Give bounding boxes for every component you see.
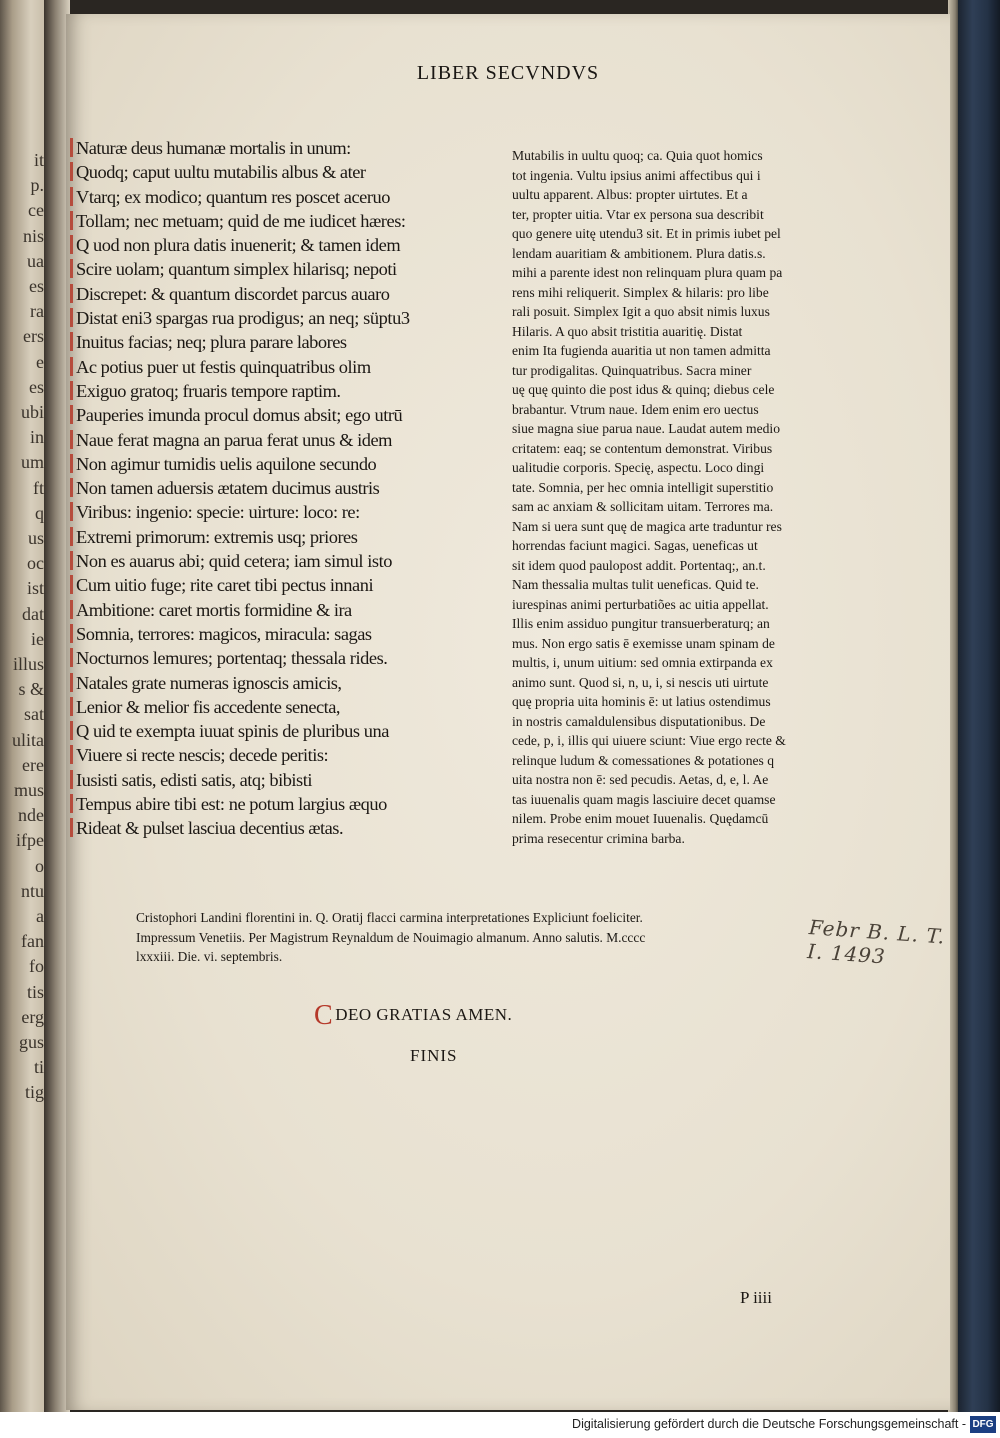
rubrication-stroke bbox=[70, 527, 73, 546]
left-page-fragment: gus bbox=[18, 1032, 44, 1052]
verse-text: Iusisti satis, edisti satis, atq; bibisti bbox=[76, 769, 312, 790]
left-page-fragment: q bbox=[35, 502, 44, 523]
rubrication-stroke bbox=[70, 138, 73, 157]
rubrication-stroke bbox=[70, 259, 73, 278]
rubrication-stroke bbox=[70, 575, 73, 594]
verse-line bbox=[74, 306, 524, 330]
commentary-line: ualitudie corporis. Specię, aspectu. Loco dingi bbox=[512, 460, 765, 475]
commentary-line: horrendas faciunt magici. Sagas, ueneficas ut bbox=[512, 538, 758, 553]
verse-text: Scire uolam; quantum simplex hilarisq; nepoti bbox=[76, 259, 397, 280]
verse-text: Non tamen aduersis ætatem ducimus austris bbox=[76, 478, 380, 499]
rubrication-stroke bbox=[70, 454, 73, 473]
colophon-line: Impressum Venetiis. Per Magistrum Reynaldum de Nouimagio almanum. Anno salutis. M.cccc bbox=[136, 929, 646, 945]
verse-line bbox=[74, 160, 524, 184]
verse-text: Natales grate numeras ignoscis amicis, bbox=[76, 672, 342, 693]
commentary-line: multis, i, unum uitium: sed omnia extirpanda ex bbox=[512, 655, 773, 670]
commentary-line: animo sunt. Quod si, n, u, i, si nescis uti uirtute bbox=[512, 674, 769, 690]
commentary-line: quo genere uitę utendu3 sit. Et in primis iubet pel bbox=[512, 226, 781, 241]
commentary-line: quę propria uita hominis ē: ut latius ostendimus bbox=[512, 694, 771, 709]
verse-line bbox=[74, 622, 524, 646]
left-page-fragment: es bbox=[29, 376, 44, 397]
verse-line bbox=[74, 282, 524, 306]
verse-text: Inuitus facias; neq; plura parare labores bbox=[76, 332, 347, 353]
left-page-fragment: us bbox=[27, 528, 44, 548]
deo-gratias-line bbox=[314, 1000, 512, 1032]
verse-line bbox=[74, 598, 524, 622]
verse-text: Q uid te exempta iuuat spinis de pluribus una bbox=[76, 721, 390, 742]
verse-line bbox=[74, 330, 524, 354]
rubrication-stroke bbox=[70, 745, 73, 764]
verse-line bbox=[74, 573, 524, 597]
left-page-fragment: ce bbox=[28, 200, 44, 221]
commentary-line: Illis enim assiduo pungitur transuerberaturq; an bbox=[512, 616, 770, 631]
commentary-line: lendam auaritiam & ambitionem. Plura datis.s. bbox=[512, 245, 766, 261]
verse-line bbox=[74, 379, 524, 403]
commentary-line: prima resecentur crimina barba. bbox=[512, 830, 685, 846]
colophon bbox=[136, 908, 786, 967]
verse-text: Extremi primorum: extremis usq; priores bbox=[76, 526, 358, 547]
commentary-column bbox=[512, 146, 847, 848]
left-page-fragment: e bbox=[36, 351, 44, 372]
verse-line bbox=[74, 743, 524, 767]
left-page-edge bbox=[0, 0, 44, 1412]
left-page-fragment: ua bbox=[27, 250, 44, 271]
left-page-fragment: nde bbox=[18, 805, 44, 826]
left-page-fragment: ntu bbox=[20, 880, 44, 901]
verse-line bbox=[74, 500, 524, 524]
verse-text: Ac potius puer ut festis quinquatribus olim bbox=[76, 356, 371, 377]
commentary-line: critatem: eaq; se contentum demonstrat. Viribus bbox=[512, 440, 773, 456]
left-page-fragment: ist bbox=[26, 578, 44, 599]
verse-text: Somnia, terrores: magicos, miracula: sagas bbox=[76, 623, 372, 644]
rubrication-stroke bbox=[70, 770, 73, 789]
verse-text: Distat eni3 spargas rua prodigus; an neq; süptu3 bbox=[76, 308, 410, 329]
verse-line bbox=[74, 792, 524, 816]
commentary-line: Nam si uera sunt quę de magica arte traduntur res bbox=[512, 518, 782, 534]
rubrication-stroke bbox=[70, 502, 73, 521]
verse-line bbox=[74, 549, 524, 573]
commentary-line: tas iuuenalis quam magis lasciuire decet quamse bbox=[512, 791, 776, 807]
commentary-line: relinque ludum & comessationes & potationes q bbox=[512, 752, 775, 768]
left-page-fragment: illus bbox=[12, 654, 44, 674]
verse-text: Pauperies imunda procul domus absit; ego utrū bbox=[76, 405, 403, 426]
rubrication-stroke bbox=[70, 478, 73, 497]
verse-line bbox=[74, 816, 524, 840]
rubrication-stroke bbox=[70, 430, 73, 449]
dfg-logo: DFG bbox=[970, 1416, 996, 1433]
verse-line bbox=[74, 671, 524, 695]
verse-text: Tempus abire tibi est: ne potum largius æquo bbox=[76, 794, 387, 815]
left-page-fragment: ra bbox=[30, 301, 44, 322]
rubrication-stroke bbox=[70, 357, 73, 376]
commentary-line: sit idem quod paulopost addit. Portentaq;, an.t. bbox=[512, 557, 766, 573]
commentary-line: siue magna siue parua naue. Laudat autem medio bbox=[512, 421, 780, 436]
handwritten-annotation: Febr B. L. T. I. 1493 bbox=[806, 915, 947, 969]
verse-text: Ambitione: caret mortis formidine & ira bbox=[76, 599, 352, 620]
commentary-line: mihi a parente idest non relinquam plura quam pa bbox=[512, 265, 783, 280]
left-page-fragment: tis bbox=[26, 981, 44, 1002]
commentary-line: rali posuit. Simplex Igit a quo absit nimis luxus bbox=[512, 304, 770, 319]
left-page-fragment: ft bbox=[33, 477, 44, 498]
commentary-line: uultu apparent. Albus: propter uirtutes. Et a bbox=[512, 187, 748, 202]
verse-text: Rideat & pulset lasciua decentius ætas. bbox=[76, 818, 344, 839]
left-page-fragment: sat bbox=[24, 704, 44, 725]
verse-text: Tollam; nec metuam; quid de me iudicet hæres: bbox=[76, 210, 406, 231]
left-page-fragment: ulita bbox=[12, 729, 44, 750]
verse-line bbox=[74, 428, 524, 452]
rubrication-stroke bbox=[70, 721, 73, 740]
verse-text: Viribus: ingenio: specie: uirture: loco: re: bbox=[76, 502, 360, 523]
rubrication-stroke bbox=[70, 332, 73, 351]
verse-text: Naue ferat magna an parua ferat unus & idem bbox=[76, 429, 392, 450]
commentary-line: nilem. Probe enim mouet Iuuenalis. Quędamcū bbox=[512, 811, 769, 826]
verse-line bbox=[74, 525, 524, 549]
left-page-fragment: ubi bbox=[20, 402, 44, 422]
left-page-fragment: a bbox=[36, 906, 44, 926]
rubrication-stroke bbox=[70, 673, 73, 692]
verse-line bbox=[74, 403, 524, 427]
left-page-fragment: es bbox=[29, 276, 44, 296]
blue-binding bbox=[958, 0, 1000, 1412]
rubrication-stroke bbox=[70, 211, 73, 230]
verse-column bbox=[74, 136, 524, 841]
rubrication-stroke bbox=[70, 551, 73, 570]
footer-text: Digitalisierung gefördert durch die Deutsche Forschungsgemeinschaft - bbox=[572, 1417, 966, 1431]
left-page-fragment: ifpe bbox=[16, 830, 44, 851]
commentary-line: mus. Non ergo satis ē exemisse unam spinam de bbox=[512, 635, 775, 651]
footer-bar bbox=[0, 1412, 1000, 1438]
commentary-line: Nam thessalia multas tulit ueneficas. Quid te. bbox=[512, 577, 759, 592]
verse-text: Viuere si recte nescis; decede peritis: bbox=[76, 745, 329, 766]
left-page-fragment: oc bbox=[27, 553, 44, 574]
verse-line bbox=[74, 719, 524, 743]
left-page-fragment: fo bbox=[29, 956, 44, 977]
rubrication-stroke bbox=[70, 624, 73, 643]
commentary-line: Hilaris. A quo absit tristitia auaritię. Distat bbox=[512, 323, 743, 339]
rubrication-stroke bbox=[70, 600, 73, 619]
verse-text: Q uod non plura datis inuenerit; & tamen idem bbox=[76, 235, 401, 256]
commentary-line: tate. Somnia, per hec omnia intelligit superstitio bbox=[512, 479, 774, 495]
rubrication-stroke bbox=[70, 648, 73, 667]
rubrication-stroke bbox=[70, 284, 73, 303]
commentary-line: uita nostra non ē: sed pecudis. Aetas, d, e, l. Ae bbox=[512, 772, 769, 787]
verse-text: Quodq; caput uultu mutabilis albus & ater bbox=[76, 162, 366, 183]
left-page-fragment: ere bbox=[22, 754, 44, 775]
left-page-fragment: um bbox=[20, 452, 44, 473]
rubrication-stroke bbox=[70, 187, 73, 206]
commentary-line: in nostris camaldulensibus disputationibus. De bbox=[512, 713, 766, 729]
verse-text: Nocturnos lemures; portentaq; thessala rides. bbox=[76, 648, 388, 669]
verse-line bbox=[74, 209, 524, 233]
commentary-line: brabantur. Vtrum naue. Idem enim ero uectus bbox=[512, 401, 759, 417]
rubrication-stroke bbox=[70, 405, 73, 424]
verse-text: Exiguo gratoq; fruaris tempore raptim. bbox=[76, 380, 341, 401]
left-page-fragment: tig bbox=[24, 1082, 44, 1103]
left-page-fragment: fan bbox=[21, 931, 44, 952]
verse-line bbox=[74, 695, 524, 719]
verse-line bbox=[74, 768, 524, 792]
rubrication-stroke bbox=[70, 235, 73, 254]
rubrication-stroke bbox=[70, 308, 73, 327]
verse-text: Discrepet: & quantum discordet parcus auaro bbox=[76, 283, 390, 304]
verse-line bbox=[74, 646, 524, 670]
commentary-line: rens mihi reliquerit. Simplex & hilaris: pro libe bbox=[512, 284, 769, 300]
commentary-line: enim Ita fugienda auaritia ut non tamen admitta bbox=[512, 343, 771, 358]
rubrication-stroke bbox=[70, 162, 73, 181]
verse-line bbox=[74, 136, 524, 160]
verse-line bbox=[74, 355, 524, 379]
commentary-line: Mutabilis in uultu quoq; ca. Quia quot homics bbox=[512, 148, 763, 163]
left-page-fragment: ti bbox=[33, 1057, 44, 1078]
deo-gratias-text: DEO GRATIAS AMEN. bbox=[335, 1005, 513, 1024]
verse-text: Non es auarus abi; quid cetera; iam simul isto bbox=[76, 551, 393, 572]
left-page-fragment: o bbox=[35, 855, 44, 876]
right-page bbox=[66, 14, 950, 1410]
left-page-fragment: ie bbox=[31, 628, 44, 649]
rubric-paragraph-mark: C bbox=[314, 1000, 334, 1031]
left-page-fragment: p. bbox=[30, 175, 44, 196]
verse-text: Naturæ deus humanæ mortalis in unum: bbox=[76, 138, 351, 158]
left-page-fragment: in bbox=[29, 427, 44, 448]
left-page-fragment: dat bbox=[22, 603, 44, 624]
colophon-line: lxxxiii. Die. vi. septembris. bbox=[136, 949, 283, 964]
commentary-line: tur prodigalitas. Quinquatribus. Sacra miner bbox=[512, 362, 752, 378]
verse-text: Cum uitio fuge; rite caret tibi pectus innani bbox=[76, 575, 374, 596]
commentary-line: tot ingenia. Vultu ipsius animi affectibus qui i bbox=[512, 167, 761, 183]
verse-text: Vtarq; ex modico; quantum res poscet aceruo bbox=[76, 186, 390, 207]
left-page-fragment: erg bbox=[21, 1006, 44, 1027]
rubrication-stroke bbox=[70, 794, 73, 813]
verse-line bbox=[74, 185, 524, 209]
rubrication-stroke bbox=[70, 697, 73, 716]
left-page-fragment: nis bbox=[22, 225, 44, 246]
verse-line bbox=[74, 233, 524, 257]
rubrication-stroke bbox=[70, 381, 73, 400]
verse-line bbox=[74, 452, 524, 476]
colophon-line: Cristophori Landini florentini in. Q. Oratij flacci carmina interpretationes Expliciunt foeliciter. bbox=[136, 910, 643, 925]
left-page-fragment: ers bbox=[23, 326, 44, 347]
commentary-line: ter, propter uitia. Vtar ex persona sua describit bbox=[512, 206, 764, 222]
left-page-fragment: s & bbox=[18, 679, 44, 700]
running-head: LIBER SECVNDVS bbox=[416, 62, 600, 84]
commentary-line: sam ac anxiam & sollicitam uitam. Terrores ma. bbox=[512, 499, 774, 514]
rubrication-stroke bbox=[70, 818, 73, 837]
verse-line bbox=[74, 257, 524, 281]
left-page-fragment: mus bbox=[13, 780, 44, 800]
verse-text: Non agimur tumidis uelis aquilone secundo bbox=[76, 453, 377, 474]
left-page-fragment: it bbox=[33, 150, 44, 170]
finis: FINIS bbox=[410, 1046, 458, 1065]
verse-text: Lenior & melior fis accedente senecta, bbox=[76, 696, 340, 717]
commentary-line: iurespinas animi perturbatiões ac uitia appellat. bbox=[512, 596, 769, 612]
commentary-line: cede, p, i, illis qui uiuere sciunt: Viue ergo recte & bbox=[512, 733, 786, 748]
signature-mark: P iiii bbox=[740, 1288, 772, 1307]
commentary-line: uę quę quinto die post idus & quinq; diebus cele bbox=[512, 382, 775, 397]
verse-line bbox=[74, 476, 524, 500]
